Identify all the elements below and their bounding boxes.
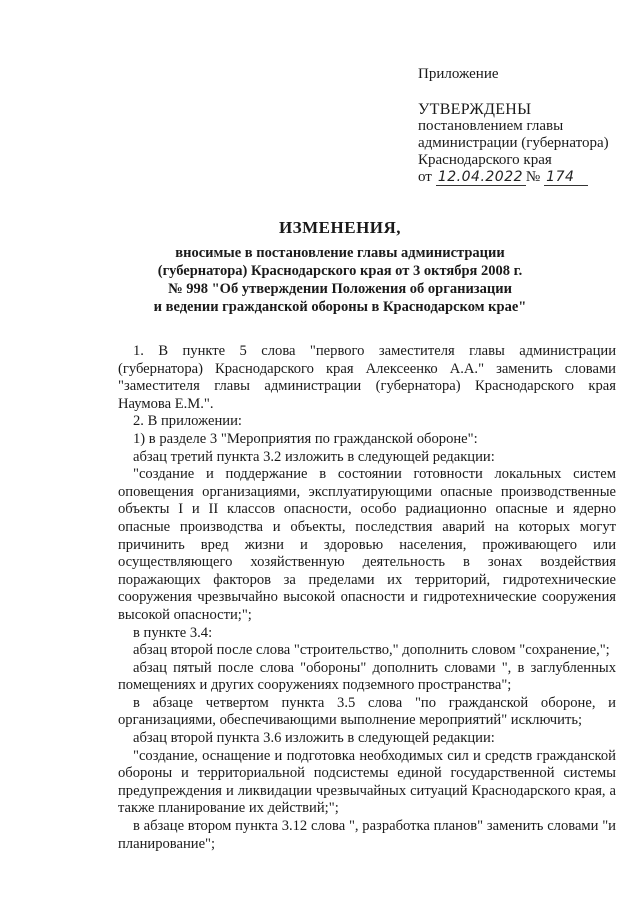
approved-heading: УТВЕРЖДЕНЫ (418, 101, 532, 118)
document-body (118, 343, 616, 853)
paragraph: 1. В пункте 5 слова "первого заместителя главы администрации (губернатора) Краснодарского края Алексеенко А.А." заменить словами "заместителя главы администрации (губернатора) Краснодарского края Наумова Е.М.". (118, 343, 616, 412)
approval-line: постановлением главы (418, 118, 564, 134)
title-line: вносимые в постановление главы администрации (175, 245, 505, 261)
quoted-paragraph: "создание и поддержание в состоянии готовности локальных систем оповещения организациями, эксплуатирующими опасные производственные объекты I и II классов опасности, особо радиационно опасные и ядерно опасные производства и объекты, последствия аварий на которых могут причинить вред жизни и здоровью населения, проживающего или осуществляющего хозяйственную деятельность в зонах воздействия поражающих факторов за пределами их территорий, гидротехнические сооружения чрезвычайно высокой опасности и гидротехнические сооружения высокой опасности;"; (118, 466, 616, 623)
approval-line: администрации (губернатора) (418, 135, 609, 151)
handwritten-date: 12.04.2022 (436, 169, 526, 186)
date-number-line (418, 169, 628, 186)
approval-line: Краснодарского края (418, 152, 552, 168)
paragraph: абзац пятый после слова "обороны" дополнить словами ", в заглубленных помещениях и других сооружениях подземного пространства"; (118, 659, 616, 694)
paragraph: 2. В приложении: (133, 413, 242, 430)
title-main: ИЗМЕНЕНИЯ, (278, 218, 402, 237)
paragraph: абзац второй после слова "строительство," дополнить словом "сохранение,"; (133, 642, 610, 659)
paragraph: абзац второй пункта 3.6 изложить в следующей редакции: (133, 730, 495, 747)
handwritten-number: 174 (544, 169, 588, 186)
paragraph: абзац третий пункта 3.2 изложить в следующей редакции: (133, 448, 495, 465)
title-line: (губернатора) Краснодарского края от 3 октября 2008 г. (157, 263, 523, 279)
title-line: № 998 "Об утверждении Положения об организации (168, 281, 512, 297)
date-prefix: от (418, 169, 432, 185)
paragraph: в абзаце втором пункта 3.12 слова ", разработка планов" заменить словами "и планирование"; (118, 818, 616, 852)
paragraph: в пункте 3.4: (133, 624, 213, 641)
title-line: и ведении гражданской обороны в Краснодарском крае" (153, 299, 527, 315)
approval-block (418, 66, 628, 186)
paragraph: в абзаце четвертом пункта 3.5 слова "по гражданской обороне, и организациями, обеспечивающими выполнение мероприятий" исключить; (118, 694, 616, 729)
document-title (140, 218, 540, 316)
number-sign: № (525, 169, 541, 185)
quoted-paragraph: "создание, оснащение и подготовка необходимых сил и средств гражданской обороны и территориальной подсистемы единой государственной системы предупреждения и ликвидации чрезвычайных ситуаций Краснодарского края, а также планирование их действий;"; (118, 747, 616, 817)
appendix-label: Приложение (418, 66, 499, 82)
paragraph: 1) в разделе 3 "Мероприятия по гражданской обороне": (133, 430, 478, 447)
